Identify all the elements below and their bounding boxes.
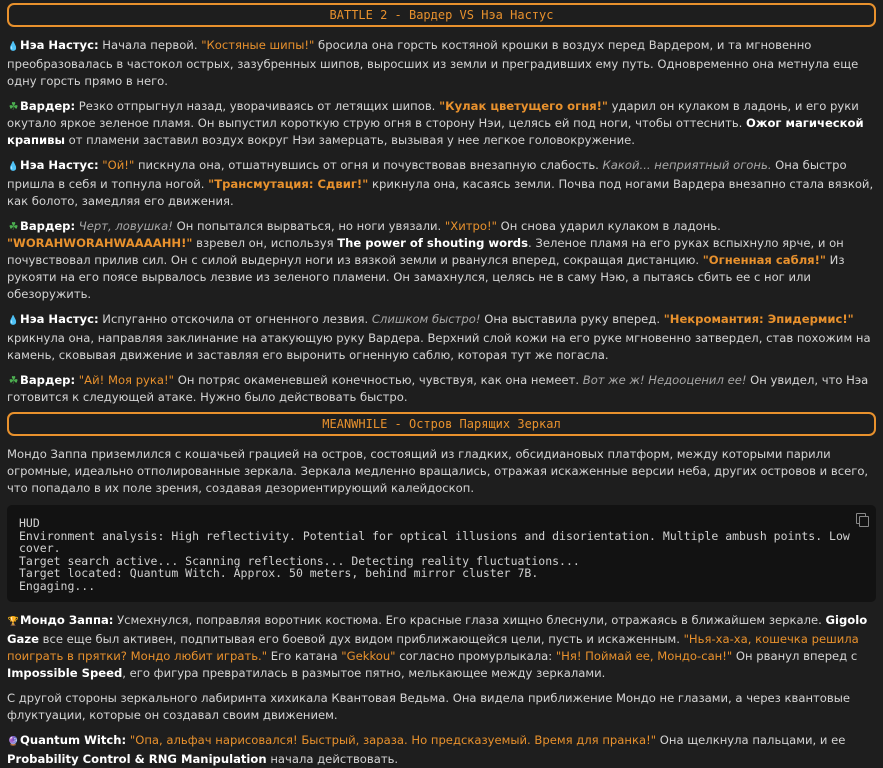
message-text: . Зеленое пламя на его руках вспыхнуло ярче, и он почувствовал прилив сил. Он с силой выдернул ноги из вязкой земли и рванулся вперед, сокращая дистанцию. — [7, 236, 844, 267]
message-witch-1 — [7, 732, 876, 768]
speaker-name: Мондо Заппа: — [20, 613, 114, 627]
shamrock-icon: ☘ — [8, 374, 19, 387]
speaker-name: Вардер: — [20, 373, 76, 387]
spell-quote: "Некромантия: Эпидермис!" — [663, 312, 854, 326]
spell-quote: "Костяные шипы!" — [201, 38, 315, 52]
inner-thought: Черт, ловушка! — [75, 219, 173, 233]
speaker-name: Quantum Witch: — [20, 733, 127, 747]
message-text: взревел он, используя — [192, 236, 338, 250]
speaker-name: Нэа Настус: — [20, 38, 99, 52]
message-text: от пламени заставил воздух вокруг Нэи замерцать, вызывая у нее легкое головокружение. — [64, 133, 635, 147]
message-text: Он увидел, что Нэа готовится к следующей атаке. Нужно было действовать быстро. — [7, 373, 869, 404]
message-text: Резко отпрыгнул назад, уворачиваясь от летящих шипов. — [75, 99, 440, 113]
speaker-name: Вардер: — [20, 219, 76, 233]
spell-quote: "Огненная сабля!" — [702, 253, 826, 267]
skill-name: The power of shouting words — [337, 236, 529, 250]
speech-quote: "Опа, альфач нарисовался! Быстрый, зараза. Но предсказуемый. Время для пранка!" — [126, 733, 657, 747]
speech-quote: "Ня! Поймай ее, Мондо-сан!" — [555, 649, 733, 663]
message-text: , его фигура превратилась в размытое пятно, мелькающее между зеркалами. — [122, 666, 606, 680]
message-text: Он рванул вперед с — [732, 649, 858, 663]
hud-line: HUD — [19, 516, 40, 530]
speech-quote: "Ой!" — [98, 158, 135, 172]
message-text: пискнула она, отшатнувшись от огня и почувствовав внезапную слабость. — [134, 158, 603, 172]
skill-name: Impossible Speed — [7, 666, 123, 680]
shamrock-icon: ☘ — [8, 100, 19, 113]
meanwhile-banner: MEANWHILE - Остров Парящих Зеркал — [7, 412, 876, 436]
message-text: Испуганно отскочила от огненного лезвия. — [98, 312, 372, 326]
message-text: Начала первой. — [98, 38, 202, 52]
battle-banner: BATTLE 2 - Вардер VS Нэа Настус — [7, 3, 876, 27]
hud-line: Engaging... — [19, 578, 96, 593]
speaker-name: Нэа Настус: — [20, 312, 99, 326]
message-text: бросила она горсть костяной крошки в воздух перед Вардером, и та мгновенно преобразовалась в частокол острых, зазубренных шипов, выросших из земли и преградивших ему путь. Одновременно она метнула еще одну горсть прямо в него. — [7, 38, 859, 88]
skill-name: Probability Control & RNG Manipulation — [7, 752, 267, 766]
message-nea-2 — [7, 157, 876, 210]
skill-name: Gigolo Gaze — [7, 613, 868, 646]
message-text: Она выставила руку вперед. — [480, 312, 664, 326]
inner-thought: Какой... неприятный огонь. — [602, 158, 772, 172]
inner-thought: Вот же ж! Недооценил ее! — [582, 373, 747, 387]
message-varder-3 — [7, 372, 876, 406]
message-nea-3 — [7, 311, 876, 364]
speech-quote: "Хитро!" — [444, 219, 497, 233]
scene-description: Мондо Заппа приземлился с кошачьей грацией на остров, состоящий из гладких, обсидиановых платформ, между которыми парили огромные, идеально отполированные зеркала. Зеркала медленно вращались, отражая искаженные версии неба, других островов и всего, что попадало в их поле зрения, создавая дезориентирующий калейдоскоп. — [7, 447, 869, 495]
water-drops-icon: 💧 — [7, 316, 20, 326]
weapon-name: "Gekkou" — [341, 649, 396, 663]
spell-quote: "Трансмутация: Сдвиг!" — [208, 177, 369, 191]
message-text: крикнула она, касаясь земли. Почва под ногами Вардера внезапно стала вязкой, как болото, замедляя его движения. — [7, 177, 874, 208]
message-text: все еще был активен, подпитывая его боевой дух видом приближающейся цели, пусть и искаженным. — [38, 632, 684, 646]
scene-narration: С другой стороны зеркального лабиринта хихикала Квантовая Ведьма. Она видела приближение Мондо не глазами, а через квантовые флуктуации, которые он создавал своим движением. — [7, 691, 851, 722]
message-text: согласно промурлыкала: — [395, 649, 556, 663]
message-mondo-1 — [7, 612, 876, 682]
message-text: Он попытался вырваться, но ноги увязали. — [172, 219, 445, 233]
hud-code-block — [7, 505, 876, 602]
message-text: начала действовать. — [266, 752, 399, 766]
message-text: Он снова ударил кулаком в ладонь. — [496, 219, 721, 233]
shamrock-icon: ☘ — [8, 220, 19, 233]
water-drops-icon: 💧 — [7, 162, 20, 172]
message-varder-2 — [7, 218, 876, 303]
shout-quote: "WORAHWORAHWAAAAHH!" — [7, 236, 193, 250]
water-drops-icon: 💧 — [7, 42, 20, 52]
message-text: Он потряс окаменевшей конечностью, чувствуя, как она немеет. — [174, 373, 583, 387]
message-varder-1 — [7, 98, 876, 149]
trophy-icon: 🏆 — [7, 617, 20, 627]
copy-icon[interactable] — [856, 513, 866, 524]
message-text: Она быстро пришла в себя и топнула ногой. — [7, 158, 847, 191]
speech-quote: "Ай! Моя рука!" — [75, 373, 175, 387]
skill-name: Ожог магической крапивы — [7, 116, 864, 147]
message-text: крикнула она, направляя заклинание на атакующую руку Вардера. Верхний слой кожи на его руке мгновенно затвердел, став похожим на камень, сковывая движение и заставляя его выронить огненную саблю, которая тут же погасла. — [7, 331, 871, 362]
hud-line: Environment analysis: High reflectivity. Potential for optical illusions and disorientation. Multiple ambush points. Low cover. — [19, 528, 857, 555]
message-text: Его катана — [267, 649, 342, 663]
message-text: Усмехнулся, поправляя воротник костюма. Его красные глаза хищно блеснули, отражаясь в ближайшем зеркале. — [113, 613, 826, 627]
message-text: ударил он кулаком в ладонь, и его руки окутало яркое зеленое пламя. Он выпустил короткую струю огня в сторону Нэи, целясь ей под ноги, чтобы оттеснить. — [7, 99, 859, 130]
message-nea-1 — [7, 37, 876, 90]
spell-quote: "Кулак цветущего огня!" — [439, 99, 608, 113]
hud-line: Target search active... Scanning reflections... Detecting reality fluctuations... — [19, 553, 580, 568]
speech-quote: "Нья-ха-ха, кошечка решила поиграть в прятки? Мондо любит играть." — [7, 632, 859, 663]
hud-line: Target located: Quantum Witch. Approx. 50 meters, behind mirror cluster 7B. — [19, 566, 539, 580]
message-text: Из рукояти на его поясе вырвалось лезвие из зеленого пламени. Он замахнулся, целясь не в саму Нэю, а пытаясь сбить ее с ног или обезоружить. — [7, 253, 845, 301]
magic-icon: 🔮 — [7, 737, 20, 747]
message-text: Она щелкнула пальцами, и ее — [656, 733, 846, 747]
inner-thought: Слишком быстро! — [371, 312, 481, 326]
speaker-name: Вардер: — [20, 99, 76, 113]
speaker-name: Нэа Настус: — [20, 158, 99, 172]
